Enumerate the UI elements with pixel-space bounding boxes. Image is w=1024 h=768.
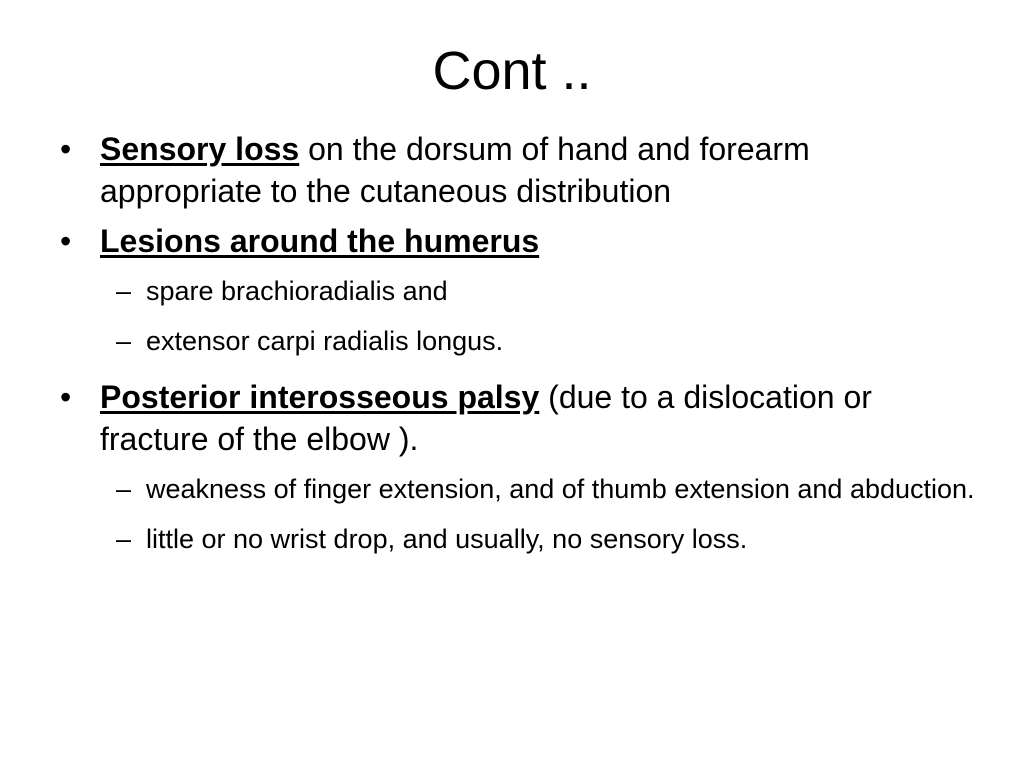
bullet-posterior-interosseous: [60, 376, 980, 460]
bullet-lesions-humerus: [60, 220, 980, 262]
bullet-text: (due to a dislocation or fracture of the elbow ).: [100, 379, 872, 457]
sub-item: [60, 470, 980, 508]
sub-text: spare brachioradialis and: [146, 276, 448, 306]
sub-marker: –: [116, 276, 132, 306]
sub-list-lesions: [60, 272, 980, 360]
bullet-sensory-loss: [60, 128, 980, 212]
sub-text: extensor carpi radialis longus.: [146, 326, 504, 356]
bullet-marker: •: [60, 223, 72, 259]
sub-marker: –: [116, 524, 132, 554]
bullet-heading: Sensory loss: [100, 131, 300, 167]
sub-marker: –: [116, 326, 132, 356]
bullet-text: on the dorsum of hand and forearm appropriate to the cutaneous distribution: [100, 131, 810, 209]
sub-item: [60, 520, 980, 558]
slide-content: [60, 128, 980, 574]
sub-text: little or no wrist drop, and usually, no sensory loss.: [146, 524, 748, 554]
slide-title: Cont ..: [432, 41, 592, 101]
bullet-marker: •: [60, 131, 72, 167]
sub-text: weakness of finger extension, and of thumb extension and abduction.: [146, 474, 975, 504]
bullet-heading: Posterior interosseous palsy: [100, 379, 540, 415]
sub-item: [60, 272, 980, 310]
sub-list-posterior: [60, 470, 980, 558]
bullet-heading: Lesions around the humerus: [100, 223, 540, 259]
bullet-marker: •: [60, 379, 72, 415]
sub-item: [60, 322, 980, 360]
sub-marker: –: [116, 474, 132, 504]
